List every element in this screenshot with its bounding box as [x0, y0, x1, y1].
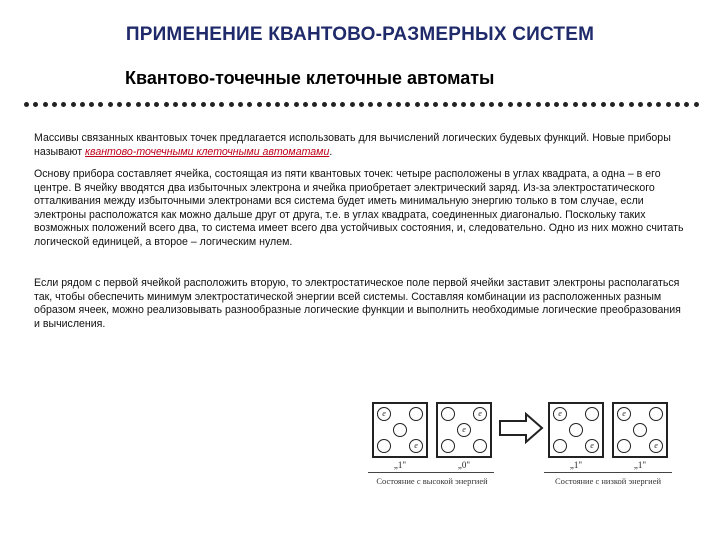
quantum-dot-electron: e — [553, 407, 567, 421]
divider-dot — [675, 102, 680, 107]
divider-dot — [359, 102, 364, 107]
divider-dot — [498, 102, 503, 107]
quantum-dot-electron: e — [409, 439, 423, 453]
quantum-dot — [633, 423, 647, 437]
quantum-dot-electron: e — [377, 407, 391, 421]
paragraph-intro — [34, 132, 684, 159]
divider-dot — [89, 102, 94, 107]
divider-dot — [694, 102, 699, 107]
divider-dot — [275, 102, 280, 107]
divider-dot — [303, 102, 308, 107]
divider-dot — [238, 102, 243, 107]
divider-dot — [266, 102, 271, 107]
cell-2-label: „0" — [457, 460, 471, 470]
quantum-dot — [409, 407, 423, 421]
divider-dot — [582, 102, 587, 107]
divider-dot — [210, 102, 215, 107]
divider-dot — [43, 102, 48, 107]
divider-dot — [294, 102, 299, 107]
divider-dot — [638, 102, 643, 107]
qca-cell-2 — [436, 402, 492, 458]
paragraph-cell-description: Основу прибора составляет ячейка, состоящая из пяти квантовых точек: четыре расположены в углах квадрата, а одна – в его центре. В ячейку вводятся два избыточных электрона и ячейка приобретает электрический заряд. Из-за электростатического отталкивания между избыточными электронами вся система будет иметь минимальную энергию только в том случае, если электроны расположатся как можно дальше друг от друга, т.е. в углах квадрата, соединенных диагональю. Поскольку таких возможных положений всего два, то система имеет всего два устойчивых состояния, и, следовательно. Одно из них можно считать логической единицей, а второе – логическим нулем. — [34, 168, 684, 248]
divider-dot — [405, 102, 410, 107]
divider-dot — [517, 102, 522, 107]
divider-dot — [443, 102, 448, 107]
group-underline — [544, 472, 672, 473]
divider-dot — [610, 102, 615, 107]
divider-dot — [340, 102, 345, 107]
divider-dot — [619, 102, 624, 107]
divider-dot — [433, 102, 438, 107]
cell-4-label: „1" — [633, 460, 647, 470]
divider-dot — [461, 102, 466, 107]
divider-dot — [247, 102, 252, 107]
quantum-dot — [617, 439, 631, 453]
divider-dot — [573, 102, 578, 107]
divider-dot — [424, 102, 429, 107]
divider-dot — [684, 102, 689, 107]
quantum-dot-electron: e — [649, 439, 663, 453]
caption-high-energy: Состояние с высокой энергией — [376, 476, 488, 486]
divider-dot — [480, 102, 485, 107]
divider-dot — [508, 102, 513, 107]
divider-dot — [647, 102, 652, 107]
divider-dot — [145, 102, 150, 107]
divider-dot — [312, 102, 317, 107]
divider-dot — [284, 102, 289, 107]
qca-cell-3 — [548, 402, 604, 458]
divider-dot — [387, 102, 392, 107]
quantum-dot — [649, 407, 663, 421]
divider-dot — [126, 102, 131, 107]
transition-arrow-icon — [498, 412, 544, 444]
divider-dot — [219, 102, 224, 107]
divider-dot — [61, 102, 66, 107]
divider-dot — [322, 102, 327, 107]
cell-1-label: „1" — [393, 460, 407, 470]
paragraph-intro-end: . — [329, 145, 333, 158]
divider-dot — [136, 102, 141, 107]
divider-dot — [52, 102, 57, 107]
qca-cell-1 — [372, 402, 428, 458]
cell-3-label: „1" — [569, 460, 583, 470]
quantum-dot — [553, 439, 567, 453]
quantum-dot-electron: e — [585, 439, 599, 453]
highlighted-term: квантово-точечными клеточными автоматами — [85, 145, 330, 158]
slide-title: ПРИМЕНЕНИЕ КВАНТОВО-РАЗМЕРНЫХ СИСТЕМ — [125, 24, 595, 45]
divider-dot — [173, 102, 178, 107]
quantum-dot — [585, 407, 599, 421]
divider-dot — [201, 102, 206, 107]
divider-dot — [182, 102, 187, 107]
divider-dot — [33, 102, 38, 107]
divider-dot — [350, 102, 355, 107]
divider-dot — [229, 102, 234, 107]
divider-dot — [108, 102, 113, 107]
quantum-dot-electron: e — [473, 407, 487, 421]
divider-dot — [591, 102, 596, 107]
divider-dot — [452, 102, 457, 107]
divider-dot — [71, 102, 76, 107]
quantum-dot — [569, 423, 583, 437]
divider-dot — [24, 102, 29, 107]
divider-dot — [629, 102, 634, 107]
paragraph-intro-text: Массивы связанных квантовых точек предлагается использовать для вычислений логических будевых функций. Новые приборы называют — [34, 132, 671, 158]
quantum-dot-electron: e — [457, 423, 471, 437]
divider-dot — [526, 102, 531, 107]
quantum-dot — [393, 423, 407, 437]
qca-cell-4 — [612, 402, 668, 458]
divider-dot — [117, 102, 122, 107]
caption-low-energy: Состояние с низкой энергией — [554, 476, 662, 486]
divider-dot — [377, 102, 382, 107]
divider-dot — [396, 102, 401, 107]
divider-dot — [415, 102, 420, 107]
divider-dot — [536, 102, 541, 107]
divider-dot — [368, 102, 373, 107]
quantum-dot — [441, 439, 455, 453]
slide-subtitle: Квантово-точечные клеточные автоматы — [125, 68, 495, 88]
divider-dot — [545, 102, 550, 107]
divider-dot — [489, 102, 494, 107]
paragraph-cell-combination: Если рядом с первой ячейкой расположить вторую, то электростатическое поле первой ячейки заставит электроны располагаться так, чтобы обеспечить минимум электростатической энергии всей системы. Составляя комбинации из расположенных разным образом ячеек, можно реализовывать разнообразные логические функции и выполнить необходимые логические преобразования и вычисления. — [34, 277, 681, 330]
divider-dot — [470, 102, 475, 107]
quantum-dot — [377, 439, 391, 453]
dotted-divider — [24, 96, 700, 110]
qca-cell-diagram — [358, 398, 678, 504]
divider-dot — [98, 102, 103, 107]
divider-dot — [154, 102, 159, 107]
divider-dot — [666, 102, 671, 107]
quantum-dot — [473, 439, 487, 453]
divider-dot — [563, 102, 568, 107]
divider-dot — [331, 102, 336, 107]
quantum-dot-electron: e — [617, 407, 631, 421]
quantum-dot — [441, 407, 455, 421]
divider-dot — [257, 102, 262, 107]
divider-dot — [191, 102, 196, 107]
divider-dot — [164, 102, 169, 107]
divider-dot — [80, 102, 85, 107]
divider-dot — [601, 102, 606, 107]
group-underline — [368, 472, 494, 473]
divider-dot — [554, 102, 559, 107]
divider-dot — [656, 102, 661, 107]
